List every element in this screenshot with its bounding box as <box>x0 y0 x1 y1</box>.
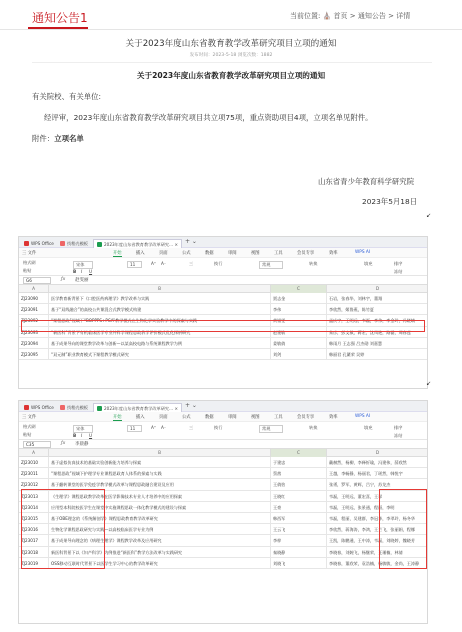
cursor-mark: ↙ <box>426 380 432 387</box>
attachment-label: 附件： <box>32 134 55 143</box>
format-painter-button[interactable]: 格式刷 <box>23 260 36 265</box>
menu-data[interactable]: 数据 <box>205 251 214 256</box>
fx-icon[interactable]: ƒx <box>61 277 66 282</box>
font-grow-button[interactable]: A⁺ <box>151 425 157 430</box>
menu-page[interactable]: 页面 <box>159 415 168 420</box>
menu-data[interactable]: 数据 <box>205 415 214 420</box>
sheet-icon <box>97 406 102 411</box>
breadcrumb-prefix: 当前位置: <box>290 12 321 20</box>
column-header-c[interactable]: C <box>271 285 327 293</box>
formula-bar <box>19 440 427 449</box>
tab-wps-office[interactable]: WPS Office <box>21 403 57 412</box>
menu-member[interactable]: 会员专享 <box>297 251 315 256</box>
number-format-select[interactable]: 常规 <box>259 261 283 269</box>
menu-review[interactable]: 审阅 <box>228 415 237 420</box>
italic-button[interactable]: I <box>81 269 83 274</box>
convert-button[interactable]: 转换 <box>309 261 318 266</box>
notice-title: 通知公告1 <box>32 11 88 25</box>
fx-icon[interactable]: ƒx <box>61 441 66 446</box>
signature: 山东省青少年教育科学研究院 <box>318 177 415 186</box>
salutation: 有关院校、有关单位: <box>32 92 102 101</box>
menu-efficiency[interactable]: 效率 <box>329 415 338 420</box>
new-tab-icon[interactable]: + ⌄ <box>185 402 197 409</box>
close-icon[interactable]: × <box>174 406 178 411</box>
table-row[interactable]: ZJ23018 新医科背景下以《妇产科学》为例推进“新医科”教学方法改革与实践研究 秦晓静 李晓春，刘婉飞，杨继荣，王瑾楠，林倩 <box>19 547 427 558</box>
font-grow-button[interactable]: A⁺ <box>151 261 157 266</box>
spreadsheet-screenshot-2 <box>18 400 428 624</box>
breadcrumb-section[interactable]: 通知公告 <box>357 12 386 20</box>
menu-file[interactable]: 三 文件 <box>22 251 37 256</box>
column-header-d[interactable]: D <box>327 285 428 293</box>
divider <box>32 62 432 63</box>
menu-formula[interactable]: 公式 <box>182 415 191 420</box>
align-button[interactable]: 三 <box>189 425 194 430</box>
breadcrumb <box>290 11 460 21</box>
menu-bar <box>19 248 427 258</box>
paste-button[interactable]: 粘贴 <box>23 432 32 437</box>
formula-input[interactable]: 李晨静 <box>75 442 89 447</box>
table-row[interactable]: ZJ23013 《生理学》课程思政教学改革在医学影像技术专业人才培养中的应用探索 王晓红 韦磊，王明远，董宏喜，王翠 <box>19 491 427 502</box>
cell-reference-box[interactable]: G6 <box>23 277 51 284</box>
cell-reference-box[interactable]: C35 <box>23 441 51 448</box>
menu-wps-ai[interactable]: WPS AI <box>355 414 371 419</box>
column-header-b[interactable]: B <box>49 285 271 293</box>
tab-document[interactable]: 2023年度山东省教育教学改革研究... × <box>93 239 182 248</box>
article-date: 2023年5月18日 <box>362 197 418 206</box>
window-tabs <box>19 401 427 412</box>
attachment-line <box>32 133 84 144</box>
menu-home[interactable]: 开始 <box>113 415 122 420</box>
wps-icon <box>24 241 29 246</box>
body-title: 关于2023年度山东省教育教学改革研究项目立项的通知 <box>136 71 326 80</box>
underline-button[interactable]: U <box>89 433 93 438</box>
column-header-a[interactable]: A <box>19 449 49 457</box>
sort-button[interactable]: 排序 <box>394 261 403 266</box>
breadcrumb-separator: > <box>349 12 356 20</box>
menu-member[interactable]: 会员专享 <box>297 415 315 420</box>
title-underline <box>28 27 88 29</box>
highlight-box-right <box>379 489 427 569</box>
wps-icon <box>24 405 29 410</box>
table-row[interactable]: ZJ23091 基于“双线融合”的高校公共课混合式教学模式构建 李伟 李欣然，姬鲁燕，陈竹夏 <box>19 304 427 315</box>
freeze-button[interactable]: 冻结 <box>394 433 403 438</box>
template-icon <box>60 241 65 246</box>
menu-tools[interactable]: 工具 <box>274 251 283 256</box>
table-row[interactable]: ZJ23014 应用型本科院校医学生在课堂中实施课程思政一体化教学模式的建设与探索 王豪 韦磊，王明远，张景通，程丽，李明 <box>19 502 427 513</box>
wrap-button[interactable]: 换行 <box>214 425 223 430</box>
menu-efficiency[interactable]: 效率 <box>329 251 338 256</box>
breadcrumb-separator: > <box>388 12 394 20</box>
table-row[interactable]: ZJ23019 OSS移动互联时代背景下以医学生学习中心的教学改革研究 刘晓飞 李晓春，董欣荣，袁浩楠，杨敏敏，金尚，王涛静 <box>19 558 427 569</box>
menu-insert[interactable]: 插入 <box>136 415 145 420</box>
font-size-select[interactable]: 11 <box>127 261 142 268</box>
font-select[interactable]: 宋体 <box>73 261 93 269</box>
fill-button[interactable]: 填充 <box>364 425 373 430</box>
font-size-select[interactable]: 11 <box>127 425 142 432</box>
table-row[interactable]: ZJ23010 基于虚拟仿真技术的基础实验创新能力培养与探索 于建忠 戴赫然，杨柳，李释忻瑜，冯建伟，薛欣然 <box>19 457 427 468</box>
table-row[interactable]: ZJ23092 “课程思政”视域下“BOPPPS+PCA”教学模式在生物化学实验教学中的探索与实践 黄银雯 孟庆宇，王明远，韦磊，李伟，李金玲，冯晓蜻 <box>19 315 427 326</box>
tab-templates[interactable]: 找稻壳模板 <box>57 403 91 412</box>
column-headers <box>19 285 427 293</box>
bold-button[interactable]: B <box>73 433 77 438</box>
menu-file[interactable]: 三 文件 <box>22 415 37 420</box>
sheet-icon <box>97 242 102 247</box>
breadcrumb-page: 详情 <box>396 12 411 20</box>
page-header <box>0 0 462 30</box>
close-icon[interactable]: × <box>174 242 178 247</box>
body-paragraph: 经评审，2023年度山东省教育教学改革研究项目共立项75项，重点资助项目4项，立项名单见附件。 <box>44 113 373 122</box>
tab-templates[interactable]: 找稻壳模板 <box>57 239 91 248</box>
table-row[interactable]: ZJ23015 基于OBE理念的《系统解剖学》课程思政教育教学改革研究 韩西军 韦磊，程丽，吴建群，李冠华，李翠玲，杨冬华 <box>19 513 427 524</box>
font-shrink-button[interactable]: A⁻ <box>161 261 167 266</box>
menu-view[interactable]: 视图 <box>251 415 260 420</box>
article-title: 关于2023年度山东省教育教学改革研究项目立项的通知 <box>125 39 337 49</box>
table-row[interactable]: ZJ23012 基于翻转课堂的医学免疫学教学模式改革与课程思政融合建设及应用 王倩怡 张勇，罗军，黄辉，吕宁，苏龙杰 <box>19 479 427 490</box>
column-header-a[interactable]: A <box>19 285 49 293</box>
wrap-button[interactable]: 换行 <box>214 261 223 266</box>
convert-button[interactable]: 转换 <box>309 425 318 430</box>
italic-button[interactable]: I <box>81 433 83 438</box>
cursor-mark: ↙ <box>426 212 432 219</box>
format-painter-button[interactable]: 格式刷 <box>23 424 36 429</box>
menu-insert[interactable]: 插入 <box>136 251 145 256</box>
table-row[interactable]: ZJ23094 基于成果导向的课堂教学改革与创新—以某高校电路与系统课程教学为例 姜敏倩 韩雨月 王志强 吕杰勋 刘嘉慧 <box>19 338 427 349</box>
tab-wps-office[interactable]: WPS Office <box>21 239 57 248</box>
column-header-c[interactable]: C <box>271 449 327 457</box>
menu-home[interactable]: 开始 <box>113 251 122 256</box>
formula-bar <box>19 276 427 285</box>
column-headers <box>19 449 427 457</box>
highlight-box <box>21 320 425 332</box>
menu-review[interactable]: 审阅 <box>228 251 237 256</box>
align-button[interactable]: 三 <box>189 261 194 266</box>
tab-document[interactable]: 2023年度山东省教育教学改革研究... × <box>93 403 182 412</box>
table-row[interactable]: ZJ23093 “新医科”背景下有机临床医学专业外科学课程思政教学评价模式优化探析研究 赵建敏 朱彦，彭文敏，蒋宏，沈凤艳，路磊，周春莲 <box>19 327 427 338</box>
font-shrink-button[interactable]: A⁻ <box>161 425 167 430</box>
template-icon <box>60 405 65 410</box>
fill-button[interactable]: 填充 <box>364 261 373 266</box>
highlight-box-left <box>21 489 105 569</box>
freeze-button[interactable]: 冻结 <box>394 269 403 274</box>
table-row[interactable]: ZJ23011 “课程思政”视域下护理学专业课程思政育人体系的探索与实践 蔡茜 王越，李畅静，杨丽君，丁瑶然，韩悦宇 <box>19 468 427 479</box>
table-row[interactable]: ZJ23016 生物化学课程思政研究与实践—以高校临床医学专业为例 王云飞 李欣然，蒋海涛，李鸿，王兰飞，张丽娟，程娜 <box>19 524 427 535</box>
menu-tools[interactable]: 工具 <box>274 415 283 420</box>
toolbar <box>19 422 427 440</box>
menu-view[interactable]: 视图 <box>251 251 260 256</box>
menu-bar <box>19 412 427 422</box>
window-tabs <box>19 237 427 248</box>
new-tab-icon[interactable]: + ⌄ <box>185 238 197 245</box>
number-format-select[interactable]: 常规 <box>259 425 283 433</box>
column-header-d[interactable]: D <box>327 449 428 457</box>
menu-formula[interactable]: 公式 <box>182 251 191 256</box>
attachment-link[interactable]: 立项名单 <box>54 134 84 143</box>
font-select[interactable]: 宋体 <box>73 425 93 433</box>
paste-button[interactable]: 粘贴 <box>23 268 32 273</box>
menu-wps-ai[interactable]: WPS AI <box>355 250 371 255</box>
sort-button[interactable]: 排序 <box>394 425 403 430</box>
article-meta: 发布时间：2023-5-18 浏览次数：1882 <box>189 53 273 58</box>
column-header-b[interactable]: B <box>49 449 271 457</box>
toolbar <box>19 258 427 276</box>
menu-page[interactable]: 页面 <box>159 251 168 256</box>
table-row[interactable]: ZJ23017 基于成果导向理念的《病理生理学》课程教学改革及应用研究 李梓 王凯，陈鹏通，王中涛，韦磊，刘晓婷，魏晓芳 <box>19 535 427 546</box>
home-icon: ⛪ <box>322 12 332 20</box>
bold-button[interactable]: B <box>73 269 77 274</box>
table-row[interactable]: ZJ23090 医学教育新背景下《口腔医药病理学》教学改革与实践 贾志金 石岩，张春华，刘林宇，董翔 <box>19 293 427 304</box>
breadcrumb-home[interactable]: 首页 <box>333 12 348 20</box>
formula-input[interactable]: 赵雯丽 <box>75 278 89 283</box>
table-row[interactable]: ZJ23095 “双元制”职业教育模式下课程教学模式研究 刘剑 韩丽君 孔繁荣 吴婷 <box>19 349 427 360</box>
spreadsheet-screenshot-1 <box>18 236 428 389</box>
underline-button[interactable]: U <box>89 269 93 274</box>
